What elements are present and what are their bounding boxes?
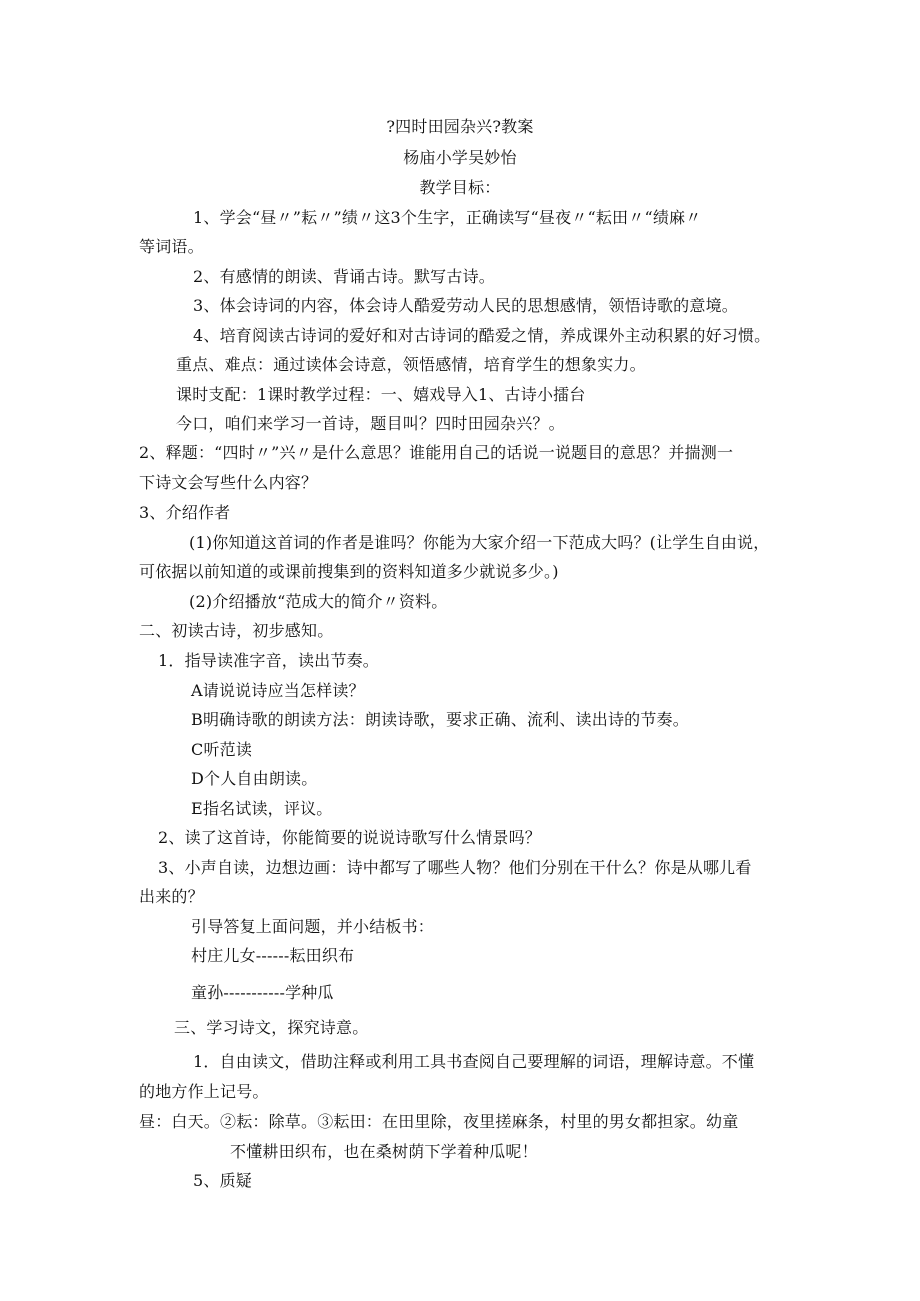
text-line: 5、质疑 [193, 1171, 252, 1190]
text-line: 2、释题：“四时〃”兴〃是什么意思？谁能用自己的话说一说题目的意思？并揣测一 [139, 443, 734, 462]
text-line: 不懂耕田织布，也在桑树荫下学着种瓜呢！ [230, 1142, 538, 1161]
text-line: 引导答复上面问题，并小结板书： [191, 917, 435, 936]
text-line: E指名试读，评议。 [191, 799, 333, 818]
text-line: 3、小声自读，边想边画：诗中都写了哪些人物？他们分别在干什么？你是从哪儿看 [158, 858, 752, 877]
text-line: 出来的？ [139, 887, 204, 906]
text-line: 村庄儿女------耘田织布 [191, 946, 355, 965]
text-line: 1．指导读准字音，读出节奏。 [158, 651, 379, 670]
text-line: (2)介绍播放“范成大的简介〃资料。 [189, 592, 448, 611]
text-line: 下诗文会写些什么内容？ [139, 473, 318, 492]
text-line: 童孙-----------学种瓜 [191, 983, 334, 1002]
text-line: 的地方作上记号。 [139, 1082, 269, 1101]
document-author: 杨庙小学吴妙怡 [403, 148, 517, 167]
text-line: C听范读 [191, 740, 253, 759]
document-title: ?四时田园杂兴?教案 [386, 117, 534, 136]
text-line: 可依据以前知道的或课前搜集到的资料知道多少就说多少。) [139, 562, 559, 581]
text-line: 1．自由读文，借助注释或利用工具书查阅自己要理解的词语，理解诗意。不懂 [193, 1052, 755, 1071]
text-line: 2、有感情的朗读、背诵古诗。默写古诗。 [193, 267, 495, 286]
text-line: D个人自由朗读。 [191, 769, 318, 788]
text-line: 4、培育阅读古诗词的爱好和对古诗词的酷爱之情，养成课外主动积累的好习惯。 [193, 326, 771, 345]
text-line: (1)你知道这首词的作者是谁吗？你能为大家介绍一下范成大吗？(让学生自由说， [189, 533, 770, 552]
text-line: 等词语。 [139, 237, 204, 256]
text-line: 2、读了这首诗，你能简要的说说诗歌写什么情景吗？ [158, 828, 541, 847]
text-line: 3、介绍作者 [139, 503, 231, 522]
text-line: 二、初读古诗，初步感知。 [139, 621, 334, 640]
text-line: 3、体会诗词的内容，体会诗人酷爱劳动人民的思想感情，领悟诗歌的意境。 [193, 296, 738, 315]
text-line: A请说说诗应当怎样读？ [191, 681, 365, 700]
text-line: 昼：白天。②耘：除草。③耘田：在田里除，夜里搓麻条，村里的男女都担家。幼童 [139, 1112, 739, 1131]
text-line: 重点、难点：通过读体会诗意，领悟感情，培育学生的想象实力。 [176, 355, 646, 374]
text-line: 课时支配：1课时教学过程：一、嬉戏导入1、古诗小擂台 [176, 385, 586, 404]
text-line: 今口，咱们来学习一首诗，题目叫？四时田园杂兴？。 [176, 414, 565, 433]
objectives-heading: 教学目标： [419, 178, 501, 197]
text-line: 三、学习诗文，探究诗意。 [174, 1018, 369, 1037]
text-line: 1、学会“昼〃”耘〃”绩〃这3个生字，正确读写“昼夜〃“耘田〃“绩麻〃 [193, 208, 702, 227]
text-line: B明确诗歌的朗读方法：朗读诗歌，要求正确、流利、读出诗的节奏。 [191, 710, 689, 729]
